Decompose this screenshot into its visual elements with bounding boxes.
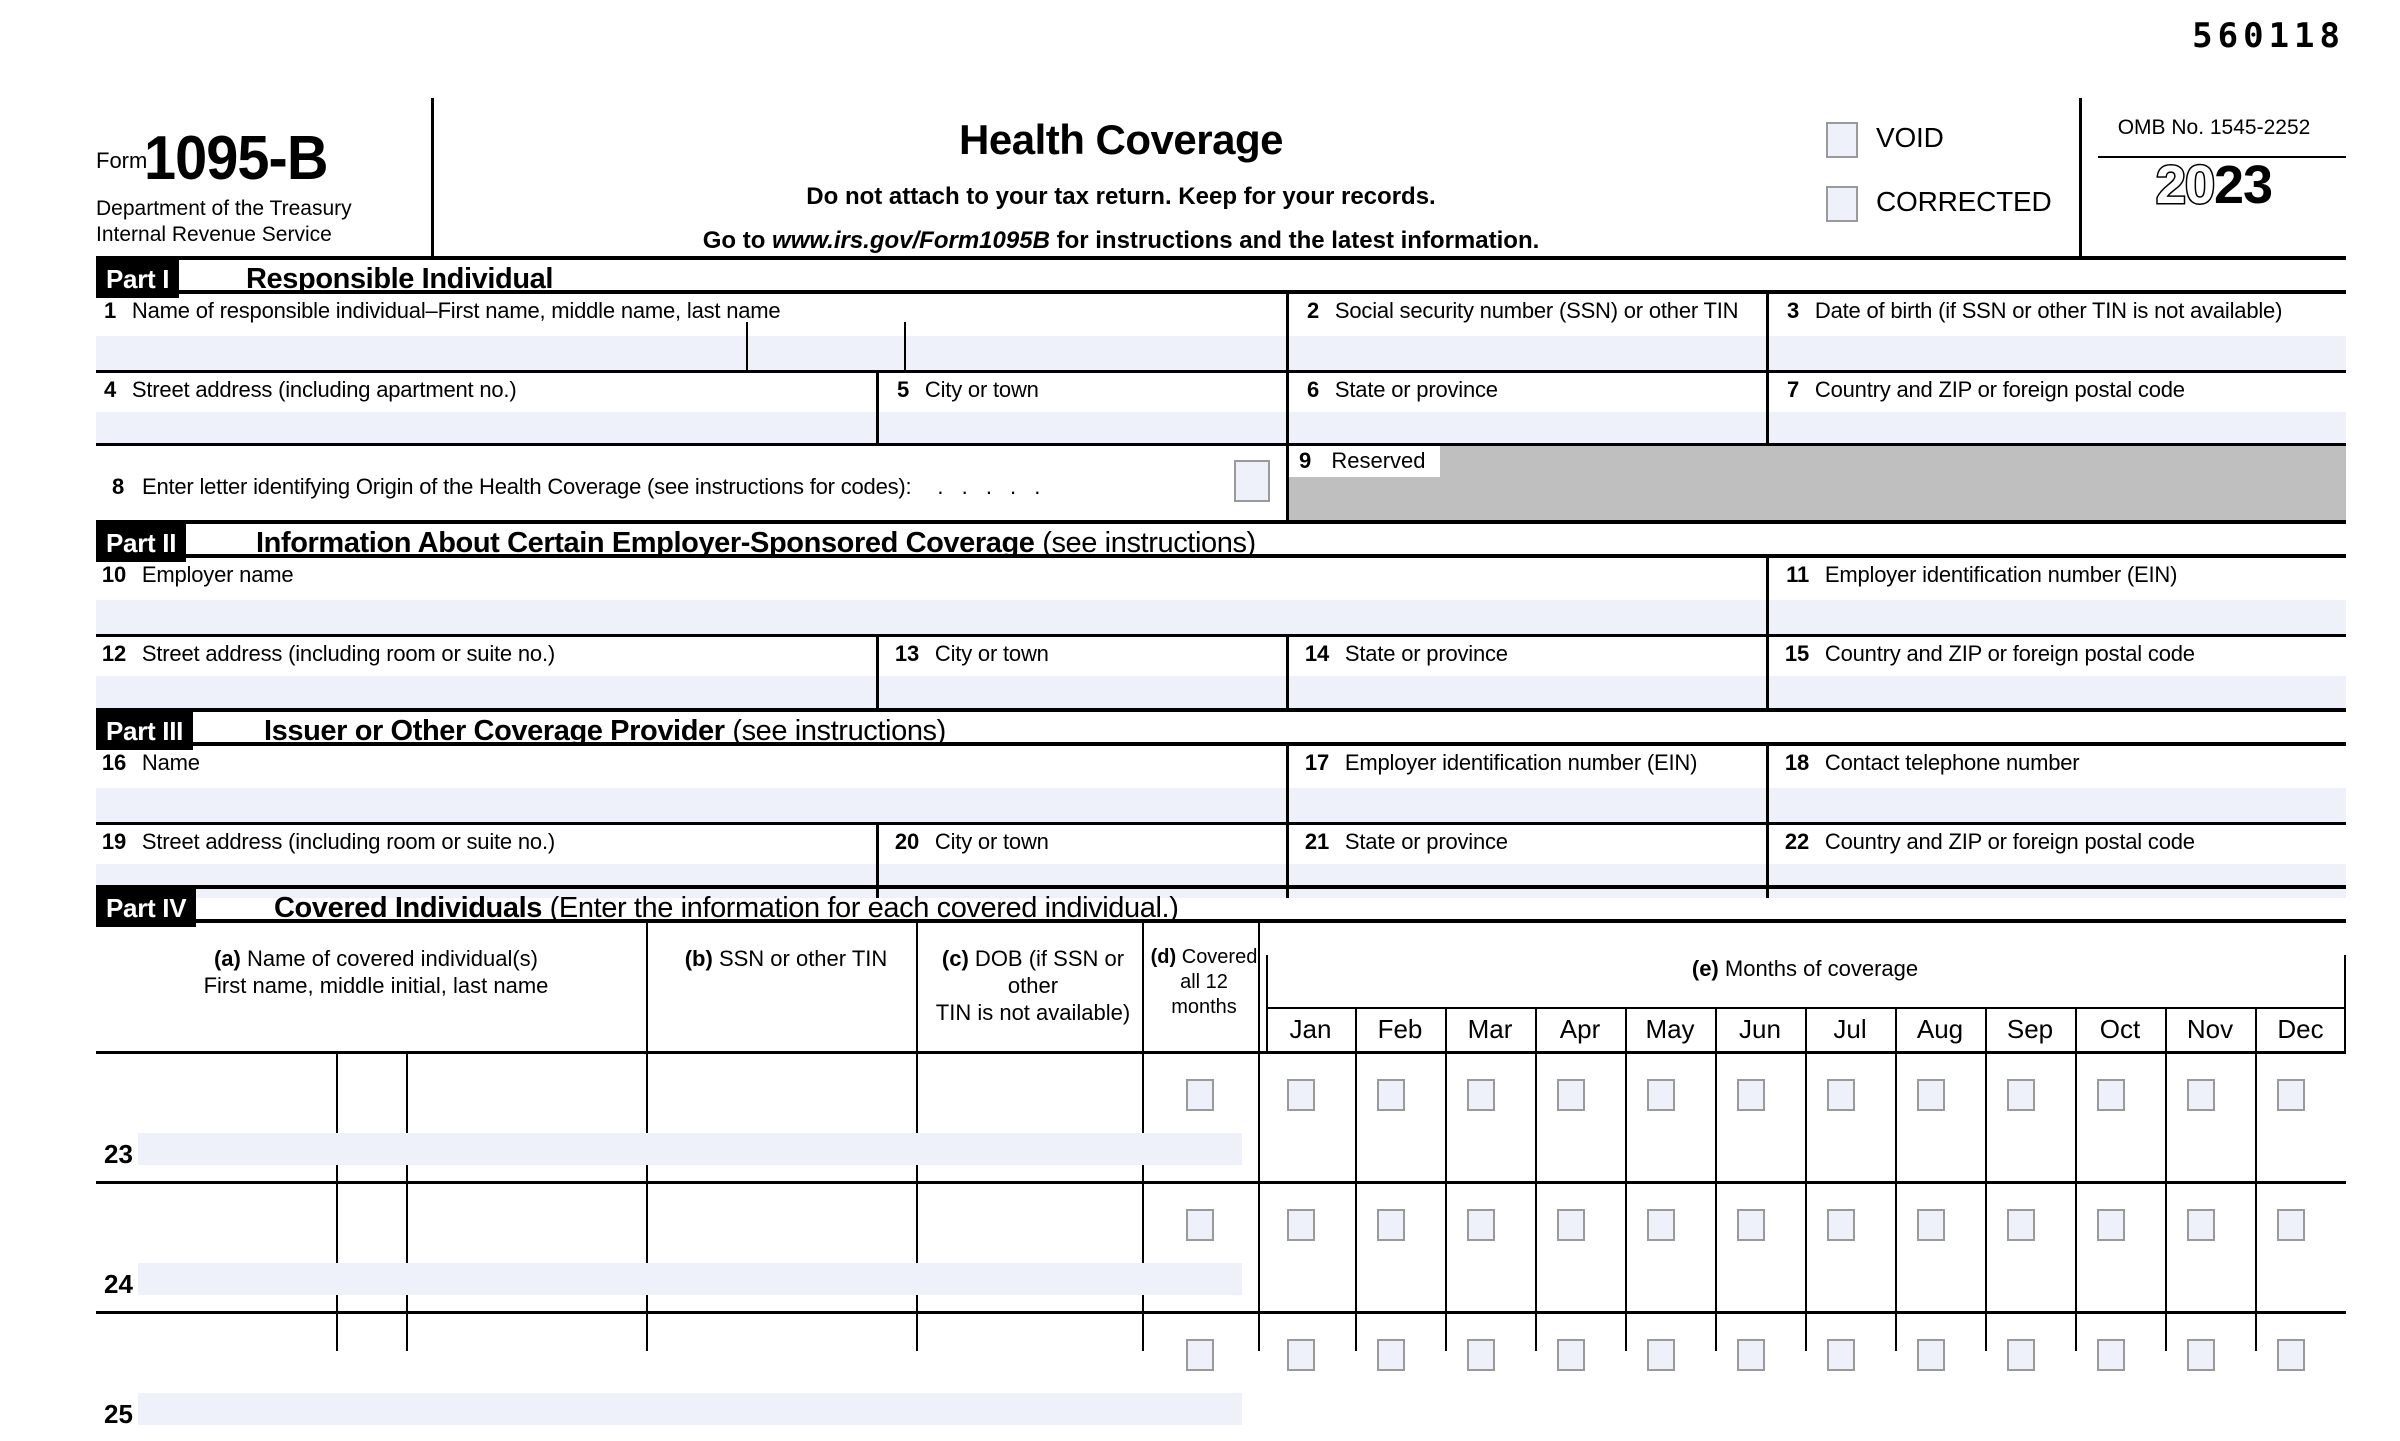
col-rule-b-c-header [916,923,918,1051]
field-14-input[interactable] [1289,676,1766,710]
month-header-may: May [1645,1014,1695,1044]
field-5-label: 5 City or town [896,377,1039,402]
field-20-label: 20 City or town [894,829,1049,854]
field-4-input[interactable] [96,412,876,446]
field-14-label: 14 State or province [1304,641,1508,666]
month-rule-mar-apr [1535,1007,1537,1051]
form-header [96,98,2346,256]
row-24-covered-all-12-months-checkbox[interactable] [1186,1209,1214,1241]
department-label [96,196,352,248]
column-header-c-dob: (c) DOB (if SSN or other TIN is not available) [935,946,1131,1025]
field-5-city-or-town [876,373,1286,446]
row-24-month-oct-checkbox[interactable] [2097,1209,2125,1241]
part1-title: Responsible Individual [246,263,554,295]
field-1-divider-1 [746,322,748,370]
field-17-label: 17 Employer identification number (EIN) [1304,750,1698,775]
part2-row-1 [96,558,2346,634]
field-10-label: 10 Employer name [101,562,294,587]
row-25-month-oct-checkbox[interactable] [2097,1339,2125,1371]
table-row [96,1311,2346,1441]
row-24-month-sep-checkbox[interactable] [2007,1209,2035,1241]
field-14-state-or-province [1286,637,1766,710]
line-9-reserved-area [1286,446,2346,520]
part2-tag: Part II [96,524,186,562]
part3-title-bold: Issuer or Other Coverage Provider [264,715,733,747]
corrected-label: CORRECTED [1876,186,2052,217]
part2-title-bold: Information About Certain Employer-Sponsored Coverage [256,527,1043,559]
field-17-employer-ein [1286,746,1766,822]
part3-title-thin: (see instructions) [732,715,946,747]
month-rule-may-jun [1715,1007,1717,1051]
row-25-covered-all-12-months-checkbox[interactable] [1186,1339,1214,1371]
part1-row-2 [96,370,2346,446]
field-21-label: 21 State or province [1304,829,1508,854]
row-23-month-apr-checkbox[interactable] [1557,1079,1585,1111]
field-12-street-address [96,637,876,710]
row-25-month-sep-checkbox[interactable] [2007,1339,2035,1371]
irs-form-url[interactable]: www.irs.gov/Form1095B [772,227,1050,254]
row-23-month-aug-checkbox[interactable] [1917,1079,1945,1111]
row-24-month-jun-checkbox[interactable] [1737,1209,1765,1241]
row-25-month-nov-checkbox[interactable] [2187,1339,2215,1371]
column-header-d-covered-all-12-months: (d) Covered all 12 months [1150,946,1258,1018]
field-3-label: 3 Date of birth (if SSN or other TIN is not available) [1786,298,2283,323]
part4-tag: Part IV [96,889,196,927]
field-12-label: 12 Street address (including room or suite no.) [101,641,555,666]
tax-year [2082,154,2346,216]
month-header-apr: Apr [1559,1014,1601,1044]
month-header-oct: Oct [2099,1014,2141,1044]
corrected-checkbox[interactable] [1826,186,1858,222]
goto-suffix: for instructions and the latest information. [1049,227,1540,254]
row-24-month-may-checkbox[interactable] [1647,1209,1675,1241]
tax-year-hollow-part: 20 [2155,155,2214,215]
month-header-mar: Mar [1467,1014,1513,1044]
department-line-2: Internal Revenue Service [96,223,332,246]
row-24-month-jul-checkbox[interactable] [1827,1209,1855,1241]
part3-bar [96,708,2346,746]
row-24-month-mar-checkbox[interactable] [1467,1209,1495,1241]
row-24-name-ssn-dob-fields[interactable] [138,1263,1242,1295]
field-11-input[interactable] [1769,600,2346,634]
table-row [96,1051,2346,1181]
part2-title-thin: (see instructions) [1042,527,1256,559]
month-header-nov: Nov [2186,1014,2234,1044]
row-24-month-apr-checkbox[interactable] [1557,1209,1585,1241]
month-rule-jan-feb [1355,1007,1357,1051]
row-25-month-may-checkbox[interactable] [1647,1339,1675,1371]
field-3-input[interactable] [1769,336,2346,370]
header-status-checkboxes [1808,98,2082,256]
line-8-code-box[interactable] [1234,460,1270,502]
field-2-ssn-or-tin [1286,294,1766,370]
month-rule-sep-oct [2075,1007,2077,1051]
field-4-label: 4 Street address (including apartment no.) [103,377,517,402]
field-4-street-address [96,373,876,446]
part1-row-1 [96,294,2346,370]
months-block-right-rule [2344,955,2346,1051]
form-number-label: 1095-B [144,124,328,193]
field-12-input[interactable] [96,676,876,710]
void-checkbox[interactable] [1826,122,1858,158]
field-15-label: 15 Country and ZIP or foreign postal code [1784,641,2195,666]
table-row [96,1181,2346,1311]
column-header-e-months-of-coverage: (e) Months of coverage [1691,956,1919,981]
field-7-input[interactable] [1769,412,2346,446]
part1-bar [96,256,2346,294]
field-7-country-and-zip [1766,373,2346,446]
month-header-jun: Jun [1739,1014,1781,1044]
field-13-city-or-town [876,637,1286,710]
row-number-25: 25 [104,1399,133,1429]
field-3-date-of-birth [1766,294,2346,370]
field-10-employer-name [96,558,1766,634]
field-16-label: 16 Name [101,750,200,775]
department-line-1: Department of the Treasury [96,197,352,220]
row-23-covered-all-12-months-checkbox[interactable] [1186,1079,1214,1111]
field-16-input[interactable] [96,788,1286,822]
field-11-label: 11 Employer identification number (EIN) [1786,562,2178,587]
part4-title-bold: Covered Individuals [274,892,550,924]
part3-row-1 [96,746,2346,822]
omb-number-label: OMB No. 1545-2252 [2117,116,2311,139]
row-23-month-mar-checkbox[interactable] [1467,1079,1495,1111]
omb-divider [2098,156,2346,158]
part4-title-thin: (Enter the information for each covered individual.) [549,892,1179,924]
row-25-month-aug-checkbox[interactable] [1917,1339,1945,1371]
row-23-month-may-checkbox[interactable] [1647,1079,1675,1111]
part1-row-3 [96,443,2346,520]
header-form-identity [96,98,434,256]
month-rule-aug-sep [1985,1007,1987,1051]
field-18-input[interactable] [1769,788,2346,822]
row-23-month-jul-checkbox[interactable] [1827,1079,1855,1111]
field-1-name-of-responsible-individual [96,294,1286,370]
catalog-number: 560118 [2192,16,2345,56]
month-rule-apr-may [1625,1007,1627,1051]
field-7-label: 7 Country and ZIP or foreign postal code [1786,377,2185,402]
row-25-name-ssn-dob-fields[interactable] [138,1393,1242,1425]
part2-bar [96,520,2346,558]
row-23-month-nov-checkbox[interactable] [2187,1079,2215,1111]
row-24-month-dec-checkbox[interactable] [2277,1209,2305,1241]
row-25-month-jan-checkbox[interactable] [1287,1339,1315,1371]
column-header-a-name: (a) Name of covered individual(s) First name, middle initial, last name [203,946,549,998]
field-19-label: 19 Street address (including room or suite no.) [101,829,555,854]
column-header-b-ssn: (b) SSN or other TIN [684,946,888,971]
month-header-jan: Jan [1289,1014,1332,1044]
month-rule-jul-aug [1895,1007,1897,1051]
line-8-leader-dots: . . . . . [937,474,1047,499]
row-23-name-ssn-dob-fields[interactable] [138,1133,1242,1165]
month-rule-oct-nov [2165,1007,2167,1051]
part3-title [264,712,946,750]
row-25-month-feb-checkbox[interactable] [1377,1339,1405,1371]
field-1-input[interactable] [96,336,1286,370]
row-25-month-jun-checkbox[interactable] [1737,1339,1765,1371]
row-25-month-mar-checkbox[interactable] [1467,1339,1495,1371]
part4-bar [96,885,2346,923]
line-8-label: 8 Enter letter identifying Origin of the Health Coverage (see instructions for codes): . . . . . [112,474,1047,499]
month-rule-jun-jul [1805,1007,1807,1051]
field-2-input[interactable] [1289,336,1766,370]
line-8-origin-of-coverage [96,446,1286,520]
col-rule-d-e-header [1258,923,1260,1051]
row-25-month-jul-checkbox[interactable] [1827,1339,1855,1371]
void-label: VOID [1876,122,1944,153]
month-header-sep: Sep [2006,1014,2054,1044]
col-rule-a-b-header [646,923,648,1051]
month-header-jul: Jul [1833,1014,1867,1044]
field-1-divider-2 [904,322,906,370]
part4-title [274,889,1178,927]
goto-prefix: Go to [702,227,773,254]
month-rule-feb-mar [1445,1007,1447,1051]
field-13-input[interactable] [879,676,1286,710]
row-24-month-jan-checkbox[interactable] [1287,1209,1315,1241]
line-9-label: 9 Reserved [1289,446,1440,477]
row-23-month-jun-checkbox[interactable] [1737,1079,1765,1111]
part1-tag: Part I [96,260,179,298]
field-10-input[interactable] [96,600,1766,634]
field-6-label: 6 State or province [1306,377,1498,402]
col-rule-c-d-header [1142,923,1144,1051]
field-2-label: 2 Social security number (SSN) or other TIN [1306,298,1739,323]
row-23-month-sep-checkbox[interactable] [2007,1079,2035,1111]
field-16-issuer-name [96,746,1286,822]
title-subline-1: Do not attach to your tax return. Keep for your records. [806,183,1436,210]
row-23-month-feb-checkbox[interactable] [1377,1079,1405,1111]
part2-title [256,524,1256,562]
part3-tag: Part III [96,712,193,750]
header-omb-block [2082,98,2346,256]
field-6-state-or-province [1286,373,1766,446]
part2-row-2 [96,634,2346,710]
row-25-month-apr-checkbox[interactable] [1557,1339,1585,1371]
tax-year-solid-part: 23 [2214,155,2273,215]
row-24-month-nov-checkbox[interactable] [2187,1209,2215,1241]
field-1-label: 1 Name of responsible individual–First name, middle name, last name [103,298,781,323]
field-13-label: 13 City or town [894,641,1049,666]
row-23-month-dec-checkbox[interactable] [2277,1079,2305,1111]
months-block-left-rule [1266,955,1268,1051]
header-title-block [434,98,1808,256]
page-title: Health Coverage [959,116,1283,163]
field-5-input[interactable] [879,412,1286,446]
month-header-aug: Aug [1916,1014,1964,1044]
row-24-month-feb-checkbox[interactable] [1377,1209,1405,1241]
month-header-dec: Dec [2277,1014,2324,1044]
field-15-input[interactable] [1769,676,2346,710]
field-6-input[interactable] [1289,412,1766,446]
row-24-month-aug-checkbox[interactable] [1917,1209,1945,1241]
field-11-employer-ein [1766,558,2346,634]
field-18-contact-telephone-number [1766,746,2346,822]
month-rule-nov-dec [2255,1007,2257,1051]
row-23-month-jan-checkbox[interactable] [1287,1079,1315,1111]
field-18-label: 18 Contact telephone number [1784,750,2080,775]
field-17-input[interactable] [1289,788,1766,822]
row-number-23: 23 [104,1139,133,1169]
field-22-label: 22 Country and ZIP or foreign postal code [1784,829,2195,854]
field-15-country-and-zip [1766,637,2346,710]
title-subline-2 [434,227,1808,255]
row-23-month-oct-checkbox[interactable] [2097,1079,2125,1111]
form-word-label: Form [96,148,148,173]
row-number-24: 24 [104,1269,133,1299]
month-header-feb: Feb [1377,1014,1423,1044]
row-25-month-dec-checkbox[interactable] [2277,1339,2305,1371]
